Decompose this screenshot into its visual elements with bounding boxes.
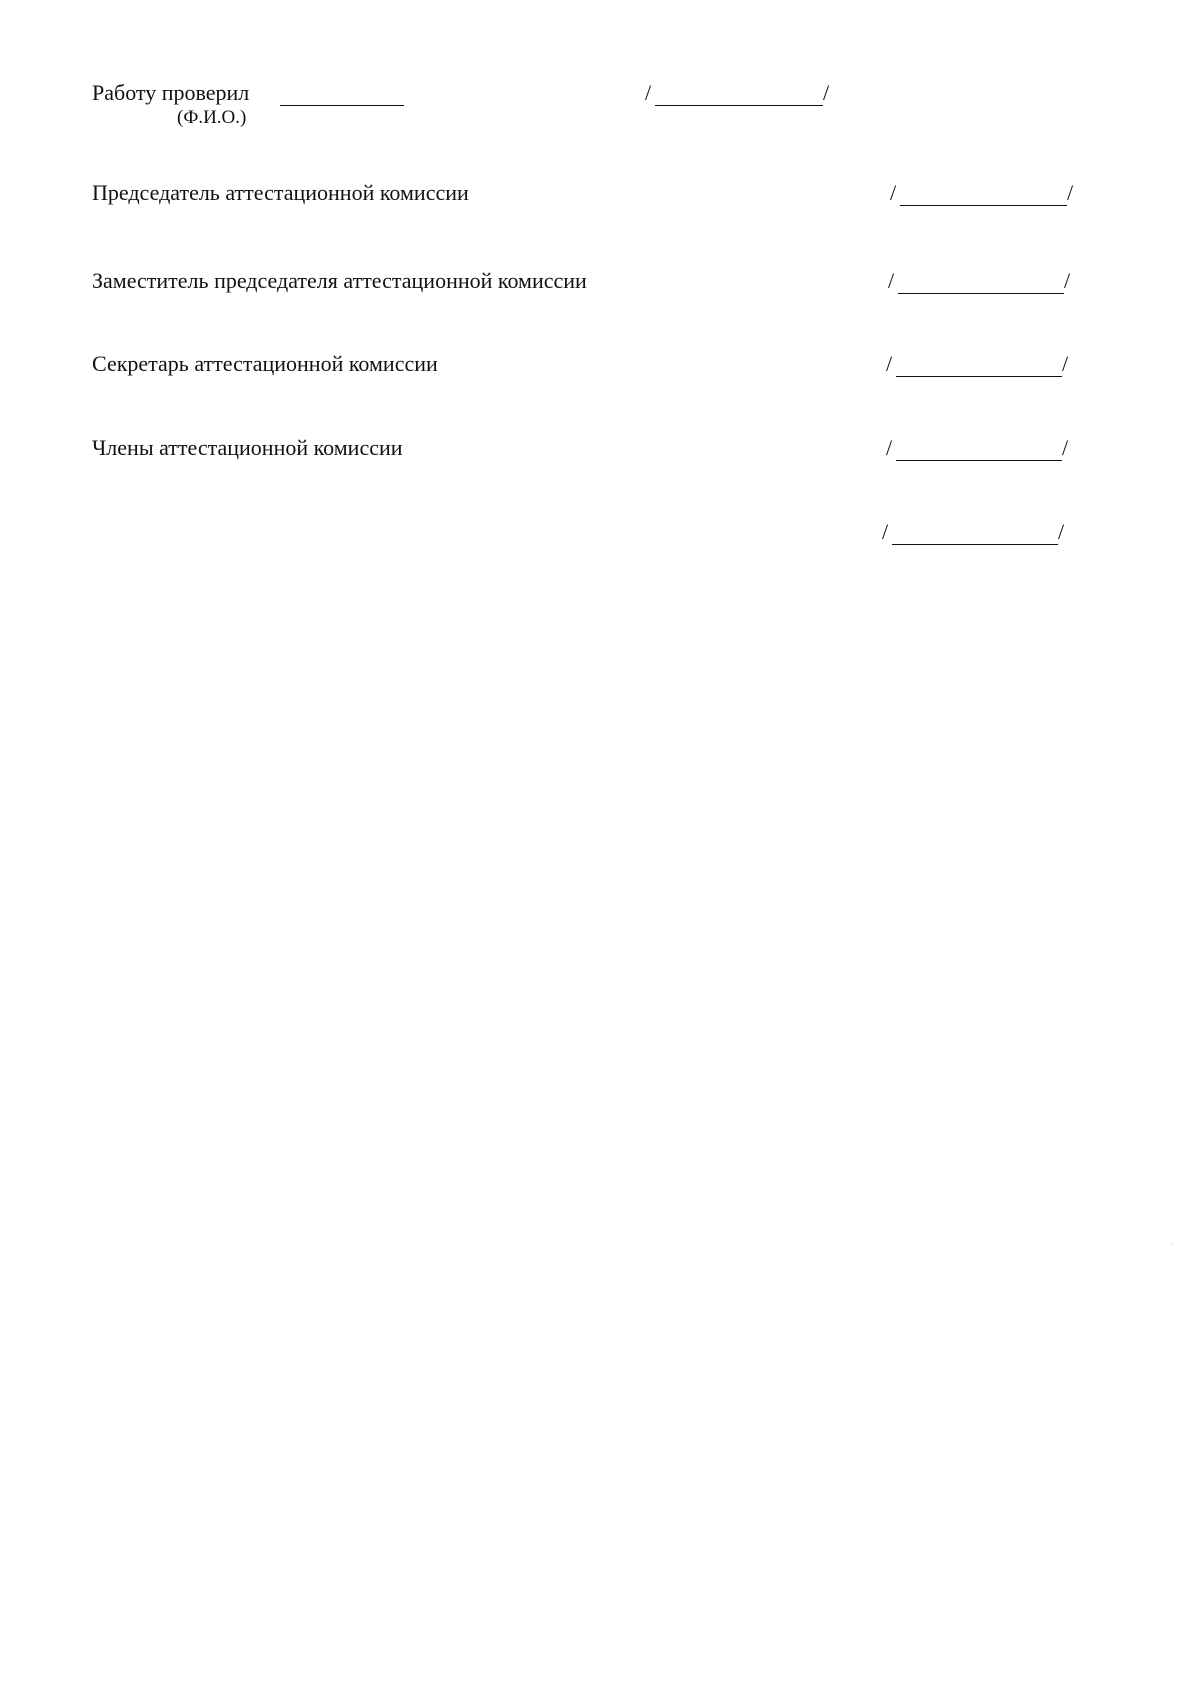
checked-signature-slash-right: / bbox=[823, 80, 830, 105]
deputy-signature-slash-left: / bbox=[888, 268, 895, 293]
secretary-signature-slash-left: / bbox=[886, 351, 893, 376]
member2-signature-slash-right: / bbox=[1058, 519, 1065, 544]
chairman-signature-slash-left: / bbox=[890, 180, 897, 205]
chairman-label: Председатель аттестационной комиссии bbox=[92, 180, 469, 205]
scan-speck bbox=[1172, 1243, 1173, 1244]
member1-signature-slash-left: / bbox=[886, 435, 893, 460]
checked-signature-slash-left: / bbox=[645, 80, 652, 105]
member1-signature-slash-right: / bbox=[1062, 435, 1069, 460]
deputy-chairman-label: Заместитель председателя аттестационной комиссии bbox=[92, 268, 587, 293]
checked-by-label: Работу проверил bbox=[92, 80, 250, 105]
secretary-signature-slash-right: / bbox=[1062, 351, 1069, 376]
deputy-signature-line bbox=[898, 293, 1064, 294]
chairman-signature-slash-right: / bbox=[1067, 180, 1074, 205]
member2-signature-line bbox=[892, 544, 1058, 545]
secretary-label: Секретарь аттестационной комиссии bbox=[92, 351, 438, 376]
chairman-signature-line bbox=[900, 205, 1067, 206]
checked-by-name-line bbox=[280, 105, 404, 106]
members-label: Члены аттестационной комиссии bbox=[92, 435, 403, 460]
member1-signature-line bbox=[896, 460, 1062, 461]
deputy-signature-slash-right: / bbox=[1064, 268, 1071, 293]
member2-signature-slash-left: / bbox=[882, 519, 889, 544]
fio-hint: (Ф.И.О.) bbox=[177, 107, 247, 128]
checked-signature-line bbox=[655, 105, 823, 106]
secretary-signature-line bbox=[896, 376, 1062, 377]
